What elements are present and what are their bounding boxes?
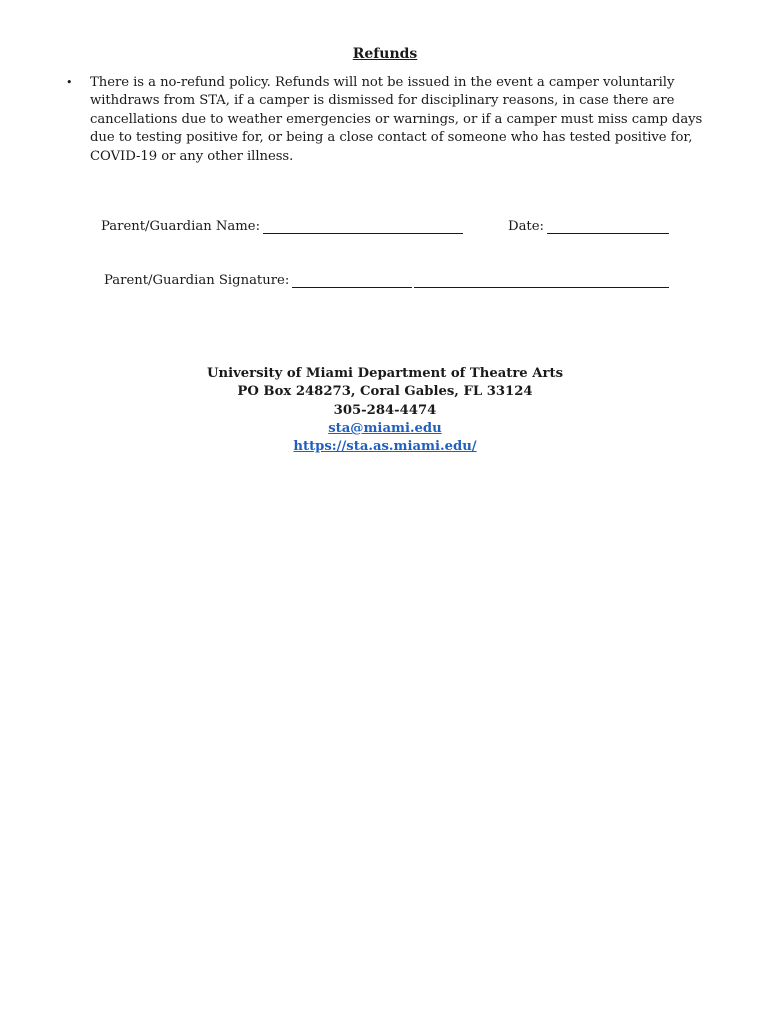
bullet-icon: • [66,76,73,89]
date-label: Date: [508,219,544,234]
guardian-name-field [101,219,463,234]
mailing-address: PO Box 248273, Coral Gables, FL 33124 [237,384,533,400]
guardian-signature-field [104,273,669,288]
website-link[interactable]: https://sta.as.miami.edu/ [293,439,477,455]
date-field [508,219,669,234]
date-line[interactable] [547,221,669,234]
guardian-name-line[interactable] [263,221,463,234]
guardian-signature-line-1[interactable] [292,275,412,288]
refund-policy-item [66,74,726,166]
phone-number: 305-284-4474 [333,402,437,418]
contact-block [0,365,770,456]
organization-name: University of Miami Department of Theatre Arts [206,366,563,381]
refunds-heading: Refunds [352,46,418,62]
email-link[interactable]: sta@miami.edu [328,420,442,436]
guardian-name-label: Parent/Guardian Name: [101,219,261,234]
guardian-signature-line-2[interactable] [414,275,669,288]
guardian-signature-label: Parent/Guardian Signature: [104,273,290,288]
refund-policy-text: There is a no-refund policy. Refunds will not be issued in the event a camper voluntarily withdraws from STA, if a camper is dismissed for disciplinary reasons, in case there are cancellations due to weather emergencies or warnings, or if a camper must miss camp days due to testing positive for, or being a close contact of someone who has tested positive for, COVID-19 or any other illness. [90,75,703,164]
